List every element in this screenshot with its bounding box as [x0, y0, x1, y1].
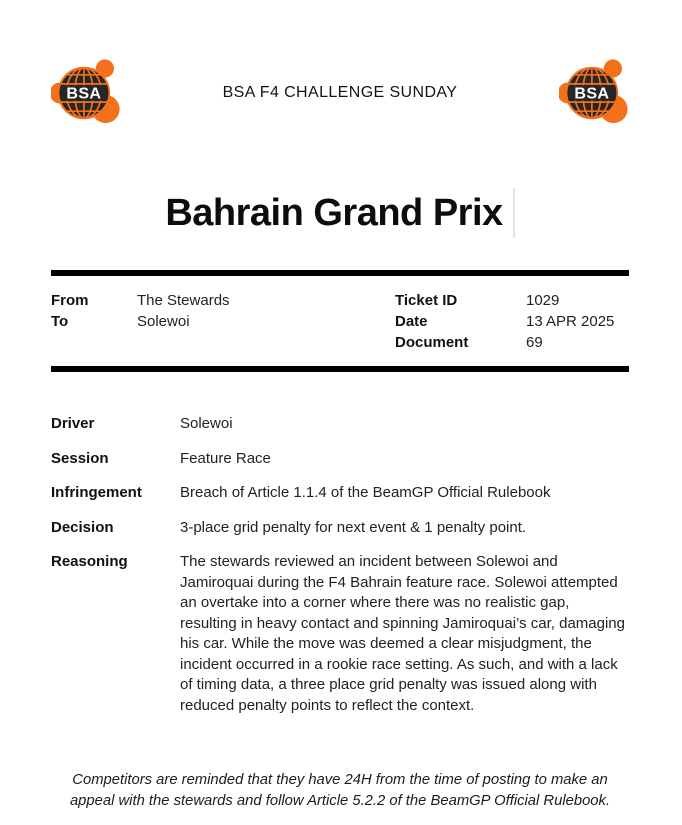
title-divider — [513, 188, 515, 238]
detail-row-decision — [51, 518, 629, 539]
header — [51, 58, 629, 128]
to-label: To — [51, 313, 69, 330]
meta-from-to — [51, 290, 395, 353]
bsa-logo-left-icon — [51, 58, 121, 128]
detail-row-driver — [51, 414, 629, 435]
event-title: BSA F4 CHALLENGE SUNDAY — [222, 84, 458, 101]
bsa-logo-right-icon — [559, 58, 629, 128]
infringement-value: Breach of Article 1.1.4 of the BeamGP Official Rulebook — [180, 484, 551, 501]
from-value: The Stewards — [137, 292, 230, 309]
logo-text: BSA — [574, 84, 610, 103]
detail-row-session — [51, 449, 629, 470]
decision-value: 3-place grid penalty for next event & 1 penalty point. — [180, 518, 527, 536]
infringement-label: Infringement — [51, 484, 142, 501]
reasoning-label: Reasoning — [51, 553, 128, 570]
document-value: 69 — [526, 334, 543, 351]
from-label: From — [51, 292, 89, 309]
meta-ticket-info — [395, 290, 629, 353]
driver-value: Solewoi — [180, 415, 233, 432]
document-label: Document — [395, 334, 469, 351]
ticket-id-value: 1029 — [526, 292, 560, 309]
detail-row-reasoning — [51, 552, 629, 716]
driver-label: Driver — [51, 415, 95, 432]
logo-text: BSA — [66, 84, 102, 103]
decision-label: Decision — [51, 518, 114, 536]
page-title: Bahrain Grand Prix — [165, 192, 503, 234]
date-value: 13 APR 2025 — [526, 313, 615, 330]
appeal-notice: Competitors are reminded that they have 24H from the time of posting to make an appeal with the stewards and follow Article 5.2.2 of the BeamGP Official Rulebook. — [69, 772, 611, 809]
decision-details — [51, 414, 629, 716]
session-value: Feature Race — [180, 449, 271, 467]
reasoning-value: The stewards reviewed an incident between Solewoi and Jamiroquai during the F4 Bahrain feature race. Solewoi attempted an overtake into a corner where there was no realistic gap, resulting in heavy contact and spinning Jamiroquai’s car, damaging his car. While the move was deemed a clear misjudgment, the incident occurred in a rookie race setting. As such, and with a lack of timing data, a three place grid penalty was issued along with reduced penalty points to reflect the context. — [180, 553, 625, 714]
meta-table — [51, 270, 629, 372]
session-label: Session — [51, 449, 109, 467]
title-row — [51, 188, 629, 238]
to-value: Solewoi — [137, 313, 190, 330]
ticket-id-label: Ticket ID — [395, 292, 458, 309]
detail-row-infringement — [51, 483, 629, 504]
date-label: Date — [395, 313, 428, 330]
